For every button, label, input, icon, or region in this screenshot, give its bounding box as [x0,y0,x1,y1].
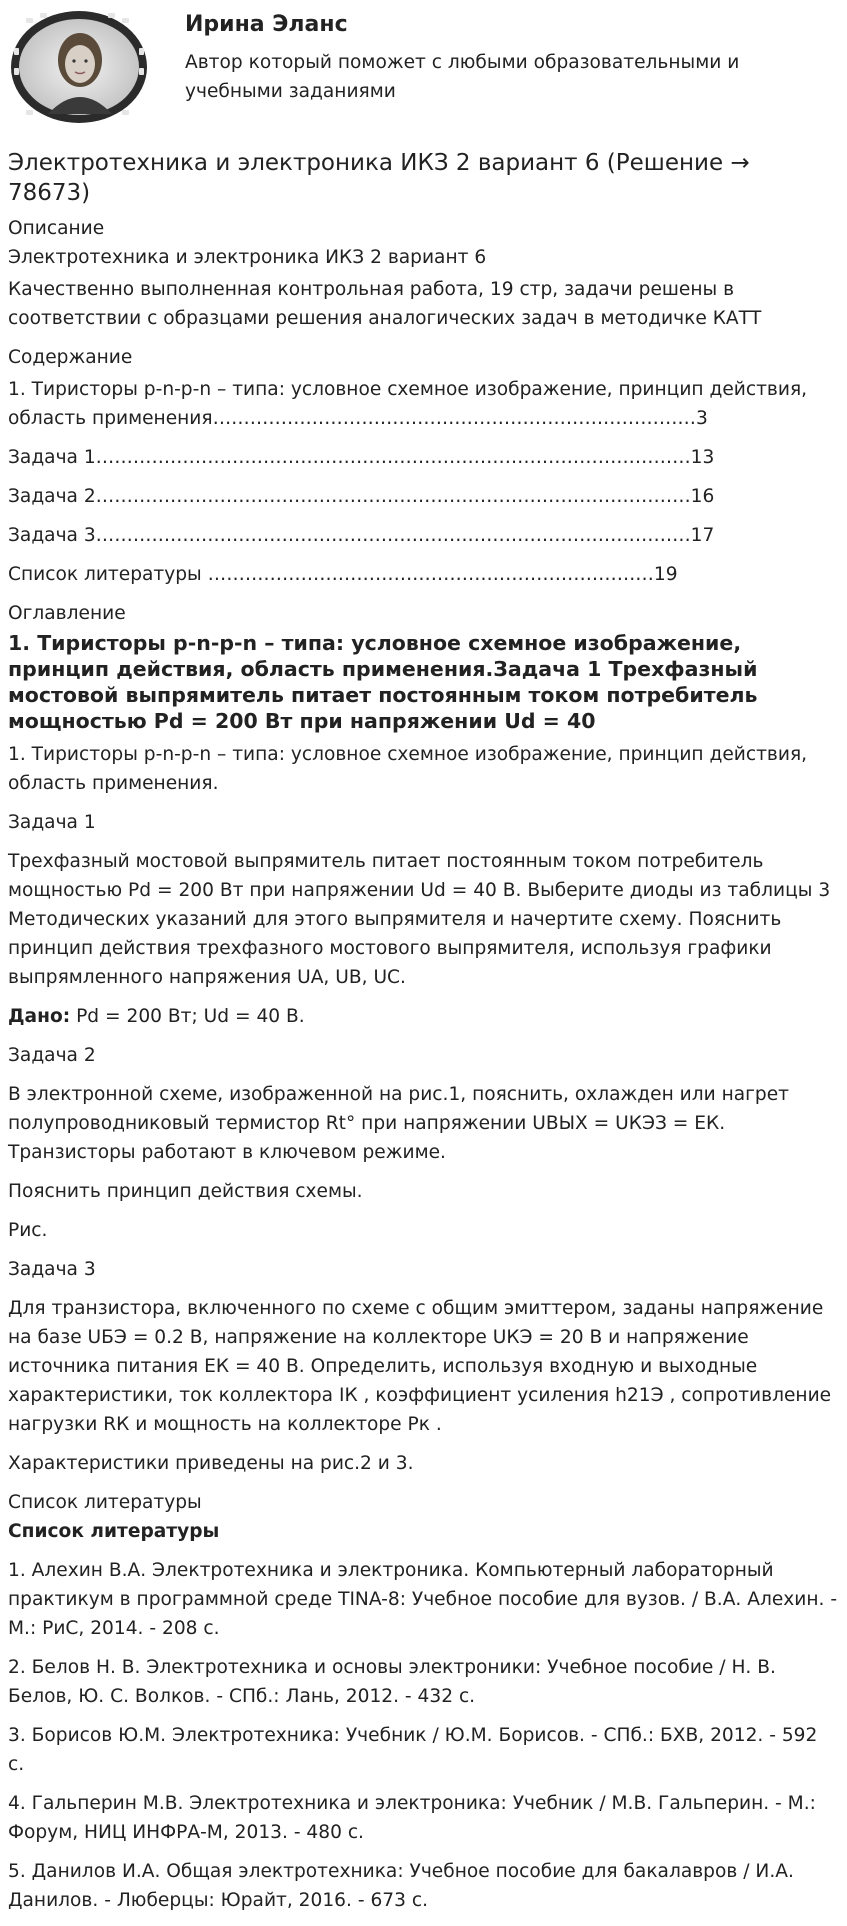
task2-explain: Пояснить принцип действия схемы. [8,1181,363,1202]
task1-given [8,1002,838,1031]
reference-item: 1. Алехин В.А. Электротехника и электроника. Компьютерный лабораторный практикум в программной среде TINA-8: Учебное пособие для вузов. / В.А. Алехин. - М.: РиС, 2014. - 208 с. [8,1560,838,1639]
references-label: Список литературы [8,1492,202,1513]
description-text: Качественно выполненная контрольная работа, 19 стр, задачи решены в соответствии с образцами решения аналогических задач в методичке КАТТ [8,279,762,329]
task2-label: Задача 2 [8,1045,96,1066]
references-heading: Список литературы [8,1521,220,1542]
contents-label: Содержание [8,347,133,368]
author-description: Автор который поможет с любыми образовательными и учебными заданиями [185,52,740,102]
task3-label: Задача 3 [8,1259,96,1280]
task3-text: Для транзистора, включенного по схеме с общим эмиттером, заданы напряжение на базе UБЭ = 0.2 В, напряжение на коллекторе UКЭ = 20 В и напряжение источника питания ЕК = 40 В. Определить, используя входную и выходные характеристики, ток коллектора IК , коэффициент усиления h21Э , сопротивление нагрузки RК и мощность на коллекторе Рк . [8,1298,832,1435]
task2-text: В электронной схеме, изображенной на рис.1, пояснить, охлажден или нагрет полупроводниковый термистор Rt° при напряжении UВЫХ = UКЭЗ = ЕК. Транзисторы работают в ключевом режиме. [8,1084,790,1163]
description-subtitle: Электротехника и электроника ИКЗ 2 вариант 6 [8,247,487,268]
toc-item: Задача 3……………………………………………………………………………………17 [8,525,715,546]
reference-item: 5. Данилов И.А. Общая электротехника: Учебное пособие для бакалавров / И.А. Данилов. - Люберцы: Юрайт, 2016. - 673 с. [8,1861,794,1911]
toc-item: Список литературы ………………………………………………………………19 [8,564,678,585]
reference-item: 4. Гальперин М.В. Электротехника и электроника: Учебник / М.В. Гальперин. - М.: Форум, НИЦ ИНФРА-М, 2013. - 480 с. [8,1793,816,1843]
document-content [8,148,838,1925]
author-avatar [8,8,150,126]
description-label: Описание [8,218,105,239]
toc-item: Задача 1……………………………………………………………………………………13 [8,447,715,468]
reference-item: 2. Белов Н. В. Электротехника и основы электроники: Учебное пособие / Н. В. Белов, Ю. С. Волков. - СПб.: Лань, 2012. - 432 с. [8,1657,776,1707]
task2-figure: Рис. [8,1220,48,1241]
task1-text: Трехфазный мостовой выпрямитель питает постоянным током потребитель мощностью Pd = 200 Вт при напряжении Ud = 40 В. Выберите диоды из таблицы 3 Методических указаний для этого выпрямителя и начертите схему. Пояснить принцип действия трехфазного мостового выпрямителя, используя графики выпрямленного напряжения UA, UB, UC. [8,851,831,988]
outline-label: Оглавление [8,603,126,624]
task3-characteristics: Характеристики приведены на рис.2 и 3. [8,1453,414,1474]
outline-heading: 1. Тиристоры p-n-p-n – типа: условное схемное изображение, принцип действия, область применения.Задача 1 Трехфазный мостовой выпрямитель питает постоянным током потребитель мощностью Pd = 200 Вт при напряжении Ud = 40 [8,631,758,733]
reference-item: 3. Борисов Ю.М. Электротехника: Учебник / Ю.М. Борисов. - СПб.: БХВ, 2012. - 592 с. [8,1725,818,1775]
author-card [0,0,847,150]
toc-item: 1. Тиристоры p-n-p-n – типа: условное схемное изображение, принцип действия, область применения……………………………………………………………………3 [8,379,808,429]
document-title: Электротехника и электроника ИКЗ 2 вариант 6 (Решение → 78673) [8,150,750,206]
task1-label: Задача 1 [8,812,96,833]
given-label: Дано: [8,1006,71,1027]
given-text: Pd = 200 Вт; Ud = 40 В. [70,1006,305,1027]
toc-item: Задача 2……………………………………………………………………………………16 [8,486,715,507]
author-name: Ирина Эланс [185,12,348,37]
section1-title: 1. Тиристоры p-n-p-n – типа: условное схемное изображение, принцип действия, область применения. [8,744,808,794]
